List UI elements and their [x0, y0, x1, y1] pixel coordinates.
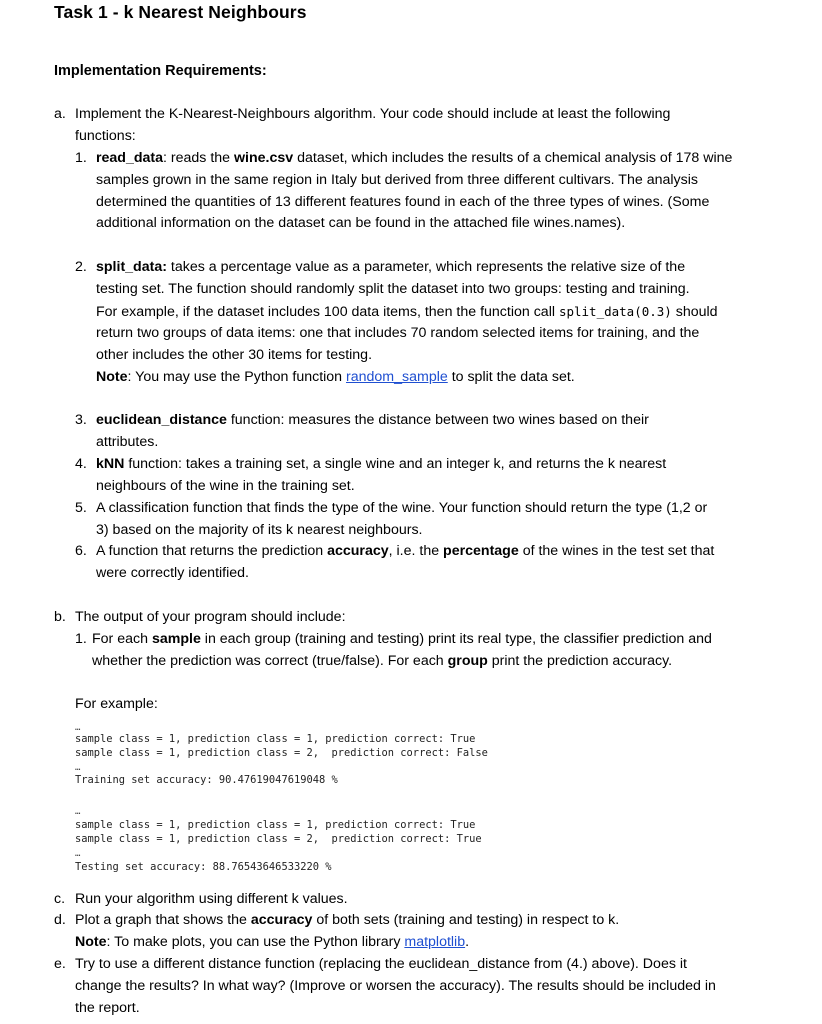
code-line: sample class = 1, prediction class = 2, prediction correct: False: [75, 747, 488, 759]
code-line: sample class = 1, prediction class = 1, prediction correct: True: [75, 819, 476, 831]
page-title: Task 1 - k Nearest Neighbours: [54, 2, 307, 22]
section-b-intro: The output of your program should include:: [75, 609, 346, 625]
example-label: For example:: [75, 696, 158, 712]
section-heading: Implementation Requirements:: [54, 63, 267, 79]
ellipsis: …: [75, 723, 81, 733]
document-page: Task 1 - k Nearest Neighbours Implementation Requirements: a. Implement the K-Nearest-Neighbours algorithm. Your code should include at least the following functions: 1. read_data: reads the wine.csv dataset, which includes the results of a chemical analysis of 178 wine samples grown in the same region in Italy but derived from three different cultivars. The analysis determined the quantities of 13 different features found in each of the three types of wines. (Some additional information on the dataset can be found in the attached file wines.names). 2. split_data: takes a percentage value as a parameter, which represents the relative size of the testing set. The function should randomly split the dataset into two groups: testing and training. For example, if the dataset includes 100 data items, then the function call split_data(0.3) should return two groups of data items: one that includes 70 random selected items for training, and the other includes the other 30 items for testing. Note: You may use the Python function random_sample to split the data set. 3. euclidean_distance function: measures the distance between two wines based on their attributes. 4. kNN function: takes a training set, a single wine and an integer k, and returns the k nearest neighbours of the wine in the training set. 5. A classification function that finds the type of the wine. Your function should return the type (1,2 or 3) based on the majority of its k nearest neighbours. 6. A function that returns the prediction accuracy, i.e. the percentage of the wines in the test set that were correctly identified. b. The output of your program should include: 1. For each sample in each group (training and testing) print its real type, the classifier prediction and whether the prediction was correct (true/false). For each group print the prediction accuracy. For example: … sample class = 1, prediction class = 1, prediction correct: True sample class = 1, prediction class = 2, prediction correct: False … Training set accuracy: 90.47619047619048 % … sample class = 1, prediction class = 1, prediction correct: True sample class = 1, prediction class = 2, prediction correct: True … Testing set accuracy: 88.76543646533220 % c. Run your algorithm using different k values. d. Plot a graph that shows the accuracy of both sets (training and testing) in respect to k. Note: To make plots, you can use the Python library matplotlib. e. Try to use a different distance function (replacing the euclidean_distance from (4.) above). Does it change the results? In what way? (Improve or worsen the accuracy). The results should be included in the report.: [0, 0, 822, 1024]
function-name: read_data: [96, 150, 164, 166]
code-line: sample class = 1, prediction class = 1, prediction correct: True: [75, 733, 476, 745]
code-line: Testing set accuracy: 88.76543646533220 %: [75, 861, 332, 873]
section-marker: a.: [54, 106, 66, 122]
function-name: split_data:: [96, 259, 167, 275]
ellipsis: …: [75, 763, 81, 773]
section-marker: d.: [54, 912, 66, 928]
function-name: euclidean_distance: [96, 412, 227, 428]
code-line: Training set accuracy: 90.47619047619048 %: [75, 774, 338, 786]
code-snippet: split_data(0.3): [558, 303, 672, 319]
matplotlib-link[interactable]: matplotlib: [404, 933, 466, 950]
code-line: sample class = 1, prediction class = 2, prediction correct: True: [75, 833, 482, 845]
section-marker: e.: [54, 956, 66, 972]
section-marker: c.: [54, 891, 66, 907]
ellipsis: …: [75, 807, 81, 817]
section-a-intro: Implement the K-Nearest-Neighbours algorithm. Your code should include at least the following functions:: [75, 106, 671, 144]
section-marker: b.: [54, 609, 66, 625]
function-name: kNN: [96, 456, 125, 472]
file-name: wine.csv: [234, 150, 294, 166]
random-sample-link[interactable]: random_sample: [346, 368, 448, 385]
ellipsis: …: [75, 849, 81, 859]
